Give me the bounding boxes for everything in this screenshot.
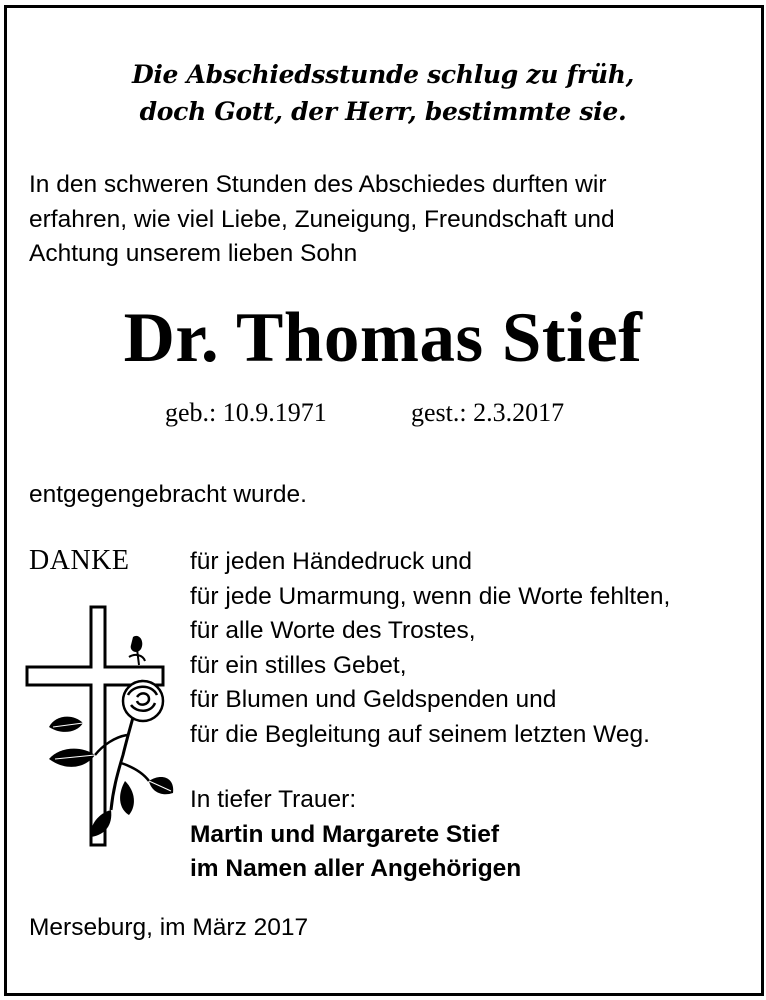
thanks-heading: DANKE [29, 545, 130, 576]
signature-names: Martin und Margarete Stief [190, 820, 500, 848]
thanks-item: für ein stilles Gebet, [190, 651, 407, 679]
intro-line-3: Achtung unserem lieben Sohn [29, 240, 358, 267]
place-date: Merseburg, im März 2017 [29, 914, 309, 941]
signature-block [190, 783, 521, 887]
birth-date: geb.: 10.9.1971 [165, 398, 327, 427]
thanks-item: für Blumen und Geldspenden und [190, 686, 557, 713]
thanks-item: für jeden Händedruck und [190, 548, 472, 575]
intro-line-2: erfahren, wie viel Liebe, Zuneigung, Freundschaft und [29, 205, 615, 233]
intro-line-1: In den schweren Stunden des Abschiedes durften wir [29, 171, 607, 198]
motto-line-2: doch Gott, der Herr, bestimmte sie. [139, 97, 627, 126]
thanks-item: für alle Worte des Trostes, [190, 617, 476, 644]
signature-others: im Namen aller Angehörigen [190, 855, 522, 882]
intro-text [29, 168, 759, 272]
deceased-name: Dr. Thomas Stief [123, 299, 643, 377]
thanks-list [190, 545, 760, 752]
motto-line-1: Die Abschiedsstunde schlug zu früh, [131, 60, 635, 89]
signature-intro: In tiefer Trauer: [190, 786, 357, 813]
thanks-item: für jede Umarmung, wenn die Worte fehlten, [190, 582, 671, 610]
cross-with-rose-icon [25, 605, 175, 850]
death-date: gest.: 2.3.2017 [411, 398, 565, 427]
thanks-item: für die Begleitung auf seinem letzten Weg. [190, 720, 650, 748]
continuation-text: entgegengebracht wurde. [29, 481, 307, 508]
